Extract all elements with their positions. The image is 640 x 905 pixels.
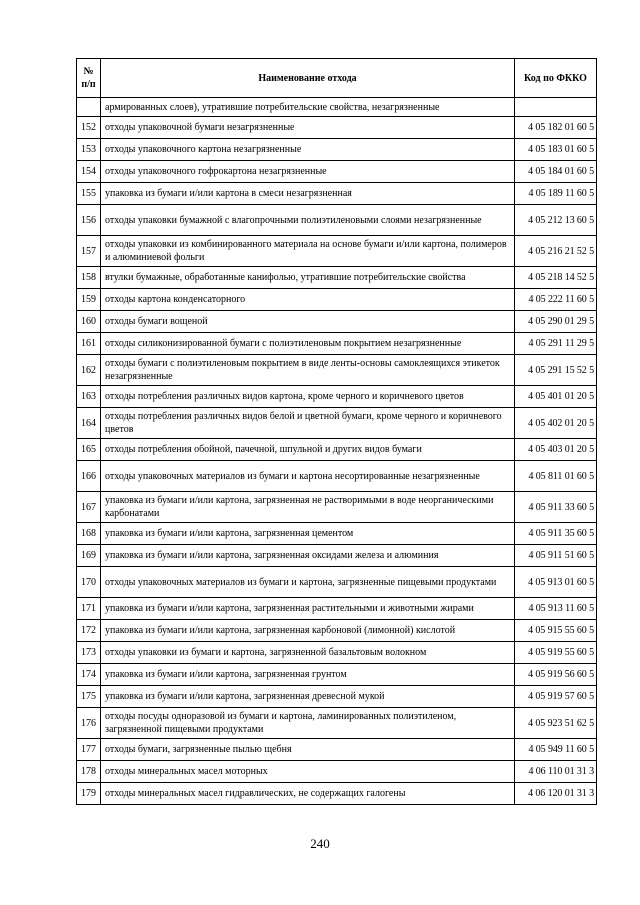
row-num: 160 — [77, 311, 101, 333]
row-name: отходы посуды одноразовой из бумаги и картона, ламинированных полиэтиленом, загрязненной пищевыми продуктами — [101, 708, 515, 739]
row-name: отходы минеральных масел гидравлических, не содержащих галогены — [101, 783, 515, 805]
row-name: упаковка из бумаги и/или картона в смеси незагрязненная — [101, 183, 515, 205]
header-code: Код по ФККО — [515, 59, 597, 98]
table-header-row — [77, 59, 597, 98]
row-code — [515, 98, 597, 117]
row-name: отходы минеральных масел моторных — [101, 761, 515, 783]
row-code: 4 05 184 01 60 5 — [515, 161, 597, 183]
row-code: 4 05 811 01 60 5 — [515, 461, 597, 492]
row-name: отходы потребления обойной, пачечной, шпульной и других видов бумаги — [101, 439, 515, 461]
row-num: 158 — [77, 267, 101, 289]
row-code: 4 05 401 01 20 5 — [515, 386, 597, 408]
row-name: упаковка из бумаги и/или картона, загрязненная цементом — [101, 523, 515, 545]
row-num: 162 — [77, 355, 101, 386]
table-row — [77, 598, 597, 620]
row-code: 4 05 182 01 60 5 — [515, 117, 597, 139]
table-row — [77, 117, 597, 139]
row-num: 155 — [77, 183, 101, 205]
table-row — [77, 523, 597, 545]
table-row — [77, 355, 597, 386]
row-name: отходы упаковки из комбинированного материала на основе бумаги и/или картона, полимеров и алюминиевой фольги — [101, 236, 515, 267]
row-name: упаковка из бумаги и/или картона, загрязненная древесной мукой — [101, 686, 515, 708]
row-num: 165 — [77, 439, 101, 461]
row-num: 164 — [77, 408, 101, 439]
row-code: 4 05 911 33 60 5 — [515, 492, 597, 523]
table-row — [77, 686, 597, 708]
row-code: 4 05 189 11 60 5 — [515, 183, 597, 205]
row-num: 166 — [77, 461, 101, 492]
row-num: 179 — [77, 783, 101, 805]
table-row — [77, 761, 597, 783]
row-code: 4 06 110 01 31 3 — [515, 761, 597, 783]
row-num: 157 — [77, 236, 101, 267]
row-code: 4 05 919 56 60 5 — [515, 664, 597, 686]
row-code: 4 05 919 57 60 5 — [515, 686, 597, 708]
waste-classification-table — [76, 58, 597, 805]
row-code: 4 05 291 15 52 5 — [515, 355, 597, 386]
row-num: 176 — [77, 708, 101, 739]
table-row — [77, 739, 597, 761]
table-row — [77, 439, 597, 461]
row-num: 153 — [77, 139, 101, 161]
table-row — [77, 289, 597, 311]
row-code: 4 05 913 01 60 5 — [515, 567, 597, 598]
row-code: 4 05 949 11 60 5 — [515, 739, 597, 761]
row-code: 4 05 913 11 60 5 — [515, 598, 597, 620]
row-num: 169 — [77, 545, 101, 567]
row-num: 171 — [77, 598, 101, 620]
row-code: 4 05 216 21 52 5 — [515, 236, 597, 267]
row-code: 4 06 120 01 31 3 — [515, 783, 597, 805]
row-num: 173 — [77, 642, 101, 664]
row-code: 4 05 915 55 60 5 — [515, 620, 597, 642]
row-name: отходы упаковочных материалов из бумаги и картона несортированные незагрязненные — [101, 461, 515, 492]
row-num: 167 — [77, 492, 101, 523]
page-number: 240 — [310, 836, 330, 851]
row-num: 177 — [77, 739, 101, 761]
row-name: отходы бумаги с полиэтиленовым покрытием в виде ленты-основы самоклеящихся этикеток незагрязненные — [101, 355, 515, 386]
row-code: 4 05 402 01 20 5 — [515, 408, 597, 439]
table-row — [77, 161, 597, 183]
table-row — [77, 567, 597, 598]
row-name: отходы упаковки из бумаги и картона, загрязненной базальтовым волокном — [101, 642, 515, 664]
row-name: отходы упаковочных материалов из бумаги и картона, загрязненные пищевыми продуктами — [101, 567, 515, 598]
table-row — [77, 708, 597, 739]
row-name: отходы упаковки бумажной с влагопрочными полиэтиленовыми слоями незагрязненные — [101, 205, 515, 236]
row-num: 175 — [77, 686, 101, 708]
row-num: 170 — [77, 567, 101, 598]
table-row — [77, 461, 597, 492]
row-code: 4 05 290 01 29 5 — [515, 311, 597, 333]
row-name: упаковка из бумаги и/или картона, загрязненная карбоновой (лимонной) кислотой — [101, 620, 515, 642]
row-name: отходы потребления различных видов картона, кроме черного и коричневого цветов — [101, 386, 515, 408]
row-num: 172 — [77, 620, 101, 642]
row-num: 154 — [77, 161, 101, 183]
row-name: упаковка из бумаги и/или картона, загрязненная не растворимыми в воде неорганическими карбонатами — [101, 492, 515, 523]
table-row — [77, 311, 597, 333]
row-num — [77, 98, 101, 117]
row-name: упаковка из бумаги и/или картона, загрязненная растительными и животными жирами — [101, 598, 515, 620]
row-code: 4 05 919 55 60 5 — [515, 642, 597, 664]
table-row — [77, 408, 597, 439]
row-code: 4 05 403 01 20 5 — [515, 439, 597, 461]
row-code: 4 05 222 11 60 5 — [515, 289, 597, 311]
continuation-text: армированных слоев), утратившие потребительские свойства, незагрязненные — [101, 98, 515, 117]
table-row — [77, 492, 597, 523]
row-code: 4 05 218 14 52 5 — [515, 267, 597, 289]
row-code: 4 05 291 11 29 5 — [515, 333, 597, 355]
row-num: 168 — [77, 523, 101, 545]
row-code: 4 05 183 01 60 5 — [515, 139, 597, 161]
row-name: отходы картона конденсаторного — [101, 289, 515, 311]
row-name: отходы силиконизированной бумаги с полиэтиленовым покрытием незагрязненные — [101, 333, 515, 355]
row-code: 4 05 212 13 60 5 — [515, 205, 597, 236]
row-num: 159 — [77, 289, 101, 311]
continuation-row — [77, 98, 597, 117]
row-code: 4 05 911 35 60 5 — [515, 523, 597, 545]
header-num: № п/п — [77, 59, 101, 98]
table-row — [77, 783, 597, 805]
row-name: втулки бумажные, обработанные канифолью, утратившие потребительские свойства — [101, 267, 515, 289]
table-row — [77, 545, 597, 567]
row-name: отходы упаковочного гофрокартона незагрязненные — [101, 161, 515, 183]
table-row — [77, 267, 597, 289]
row-name: отходы бумаги, загрязненные пылью щебня — [101, 739, 515, 761]
row-code: 4 05 911 51 60 5 — [515, 545, 597, 567]
row-name: упаковка из бумаги и/или картона, загрязненная оксидами железа и алюминия — [101, 545, 515, 567]
row-name: упаковка из бумаги и/или картона, загрязненная грунтом — [101, 664, 515, 686]
row-code: 4 05 923 51 62 5 — [515, 708, 597, 739]
row-name: отходы упаковочного картона незагрязненные — [101, 139, 515, 161]
row-num: 152 — [77, 117, 101, 139]
row-num: 178 — [77, 761, 101, 783]
table-row — [77, 333, 597, 355]
row-num: 156 — [77, 205, 101, 236]
row-num: 161 — [77, 333, 101, 355]
table-row — [77, 664, 597, 686]
table-row — [77, 236, 597, 267]
header-name: Наименование отхода — [101, 59, 515, 98]
table-row — [77, 620, 597, 642]
table-row — [77, 205, 597, 236]
row-num: 163 — [77, 386, 101, 408]
table-row — [77, 642, 597, 664]
table-row — [77, 386, 597, 408]
row-name: отходы упаковочной бумаги незагрязненные — [101, 117, 515, 139]
table-row — [77, 183, 597, 205]
row-name: отходы бумаги вощеной — [101, 311, 515, 333]
table-row — [77, 139, 597, 161]
row-name: отходы потребления различных видов белой и цветной бумаги, кроме черного и коричневого цветов — [101, 408, 515, 439]
row-num: 174 — [77, 664, 101, 686]
